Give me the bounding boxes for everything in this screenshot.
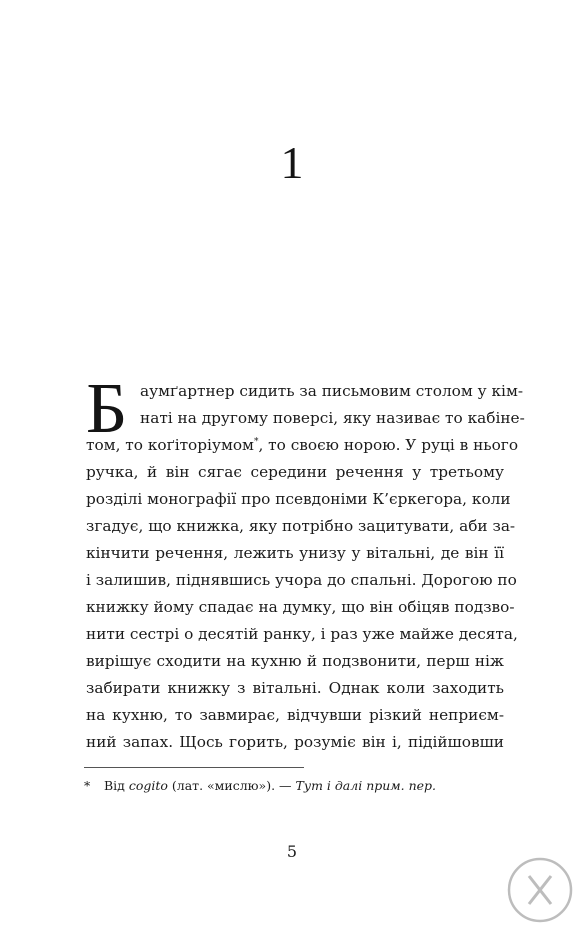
body-line: наті на другому поверсі, яку називає то кабіне-	[140, 409, 525, 427]
body-line: згадує, що книжка, яку потрібно зацитувати, аби за-	[86, 517, 516, 535]
body-line: ний запах. Щось горить, розуміє він і, підійшовши	[86, 733, 504, 751]
footnote-term: cogito	[128, 778, 168, 793]
footnote-middle: (лат. «мислю»). —	[167, 778, 296, 793]
footnote-divider	[84, 767, 304, 768]
page-number: 5	[286, 842, 298, 861]
body-line: книжку йому спадає на думку, що він обіцяв подзво-	[86, 598, 515, 616]
body-line: аумґартнер сидить за письмовим столом у кім-	[140, 382, 524, 400]
footnote-reference: *	[253, 436, 259, 447]
drop-cap: Б	[86, 368, 128, 448]
body-line: забирати книжку з вітальні. Однак коли заходить	[86, 679, 504, 697]
body-line: нити сестрі о десятій ранку, і раз уже майже десята,	[86, 625, 518, 643]
body-line: і залишив, піднявшись учора до спальні. Дорогою по	[86, 571, 517, 589]
body-line	[86, 432, 519, 459]
body-line: розділі монографії про псевдоніми К’єркегора, коли	[86, 490, 511, 508]
body-line: ручка, й він сягає середини речення у третьому	[86, 463, 504, 481]
x-logo-watermark-icon	[505, 855, 575, 925]
chapter-number: 1	[280, 137, 304, 188]
footnote-prefix: Від	[103, 778, 129, 793]
body-text	[86, 368, 525, 756]
body-line-part: том, то коґіторіумом	[86, 436, 254, 454]
body-line: вирішує сходити на кухню й подзвонити, перш ніж	[86, 652, 504, 670]
footnote-marker: *	[84, 778, 91, 793]
body-line: кінчити речення, лежить унизу у вітальні, де він її	[86, 544, 504, 562]
footnote	[84, 777, 504, 795]
footnote-italic-end: Тут і далі прим. пер.	[295, 778, 437, 793]
body-line-part: , то своєю норою. У руці в нього	[258, 436, 519, 454]
body-line: на кухню, то завмирає, відчувши різкий неприєм-	[86, 706, 504, 724]
